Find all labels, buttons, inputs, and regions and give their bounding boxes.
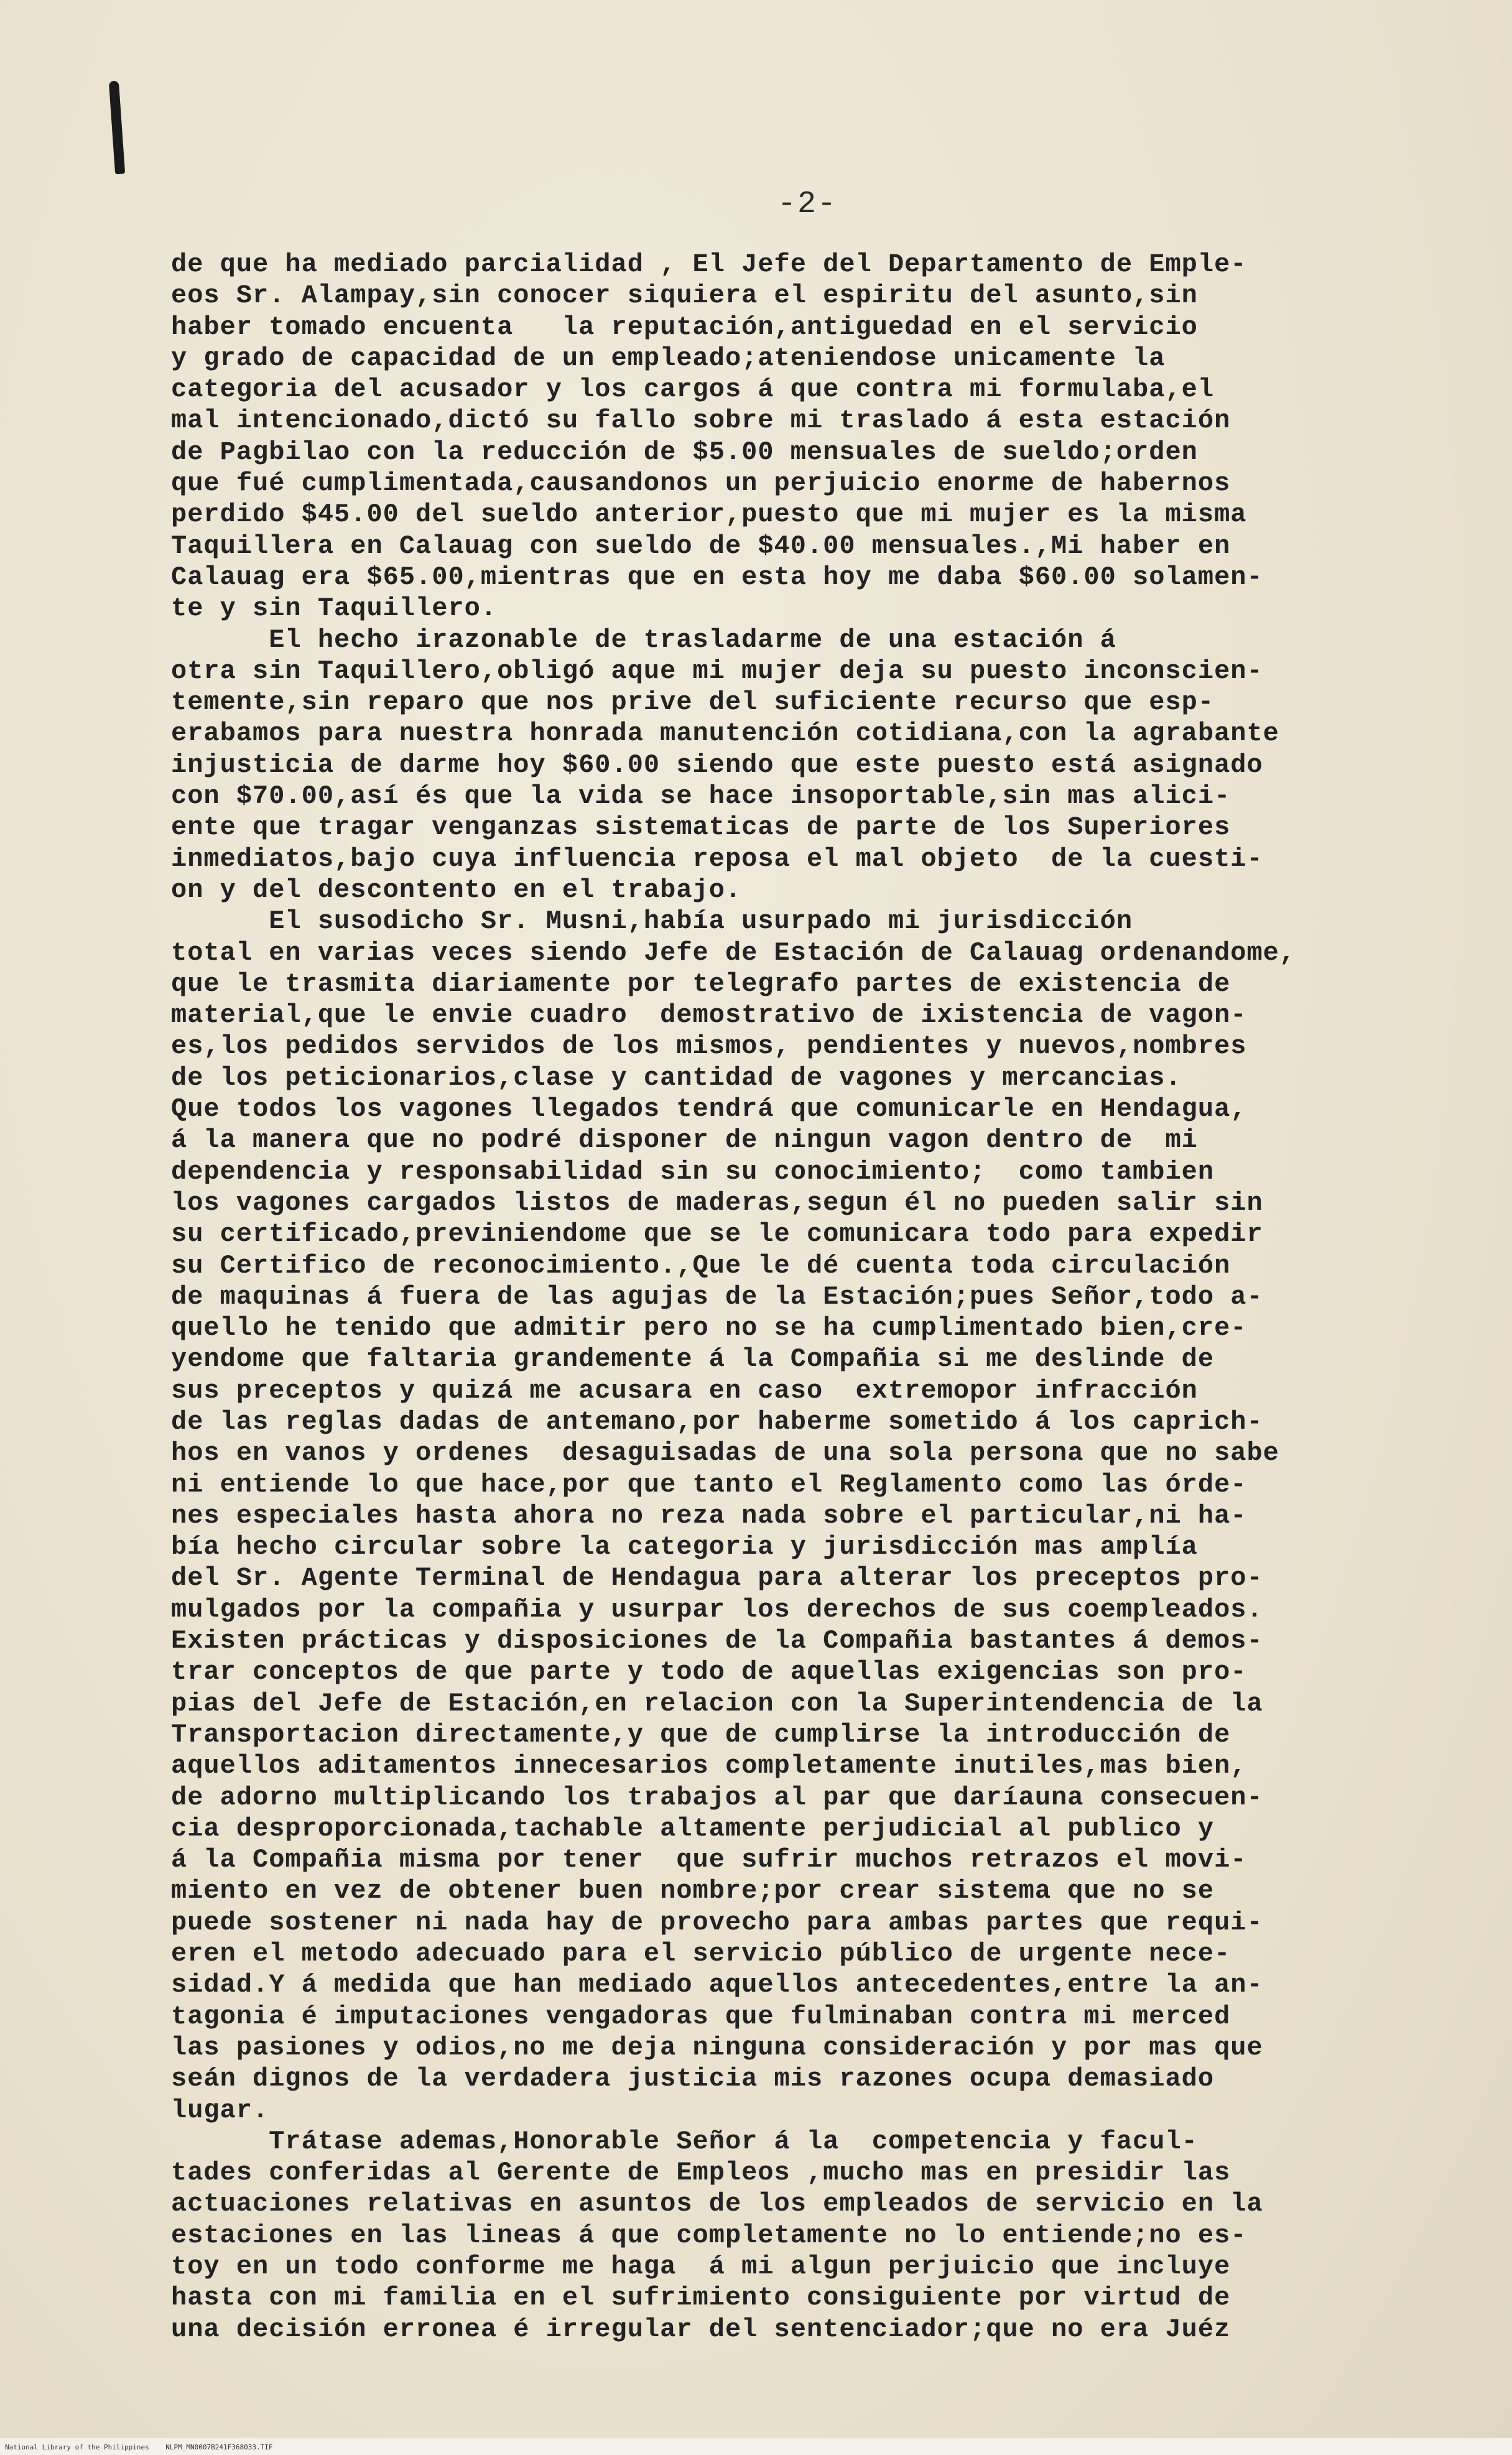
text-line: aquellos aditamentos innecesarios completamente inutiles,mas bien, <box>171 1751 1247 1781</box>
text-line: haber tomado encuenta la reputación,antiguedad en el servicio <box>171 312 1198 342</box>
text-line: que le trasmita diariamente por telegrafo partes de existencia de <box>171 968 1231 999</box>
text-line: tades conferidas al Gerente de Empleos ,mucho mas en presidir las <box>171 2158 1231 2188</box>
text-line: ente que tragar venganzas sistematicas de parte de los Superiores <box>171 812 1231 843</box>
typed-letter-body <box>171 249 1446 2345</box>
text-line: eren el metodo adecuado para el servicio público de urgente nece- <box>171 1939 1231 1969</box>
text-line: te y sin Taquillero. <box>171 593 498 624</box>
text-line: de maquinas á fuera de las agujas de la Estación;pues Señor,todo a- <box>171 1281 1263 1312</box>
text-line: cia desproporcionada,tachable altamente perjudicial al publico y <box>171 1813 1215 1844</box>
text-line: temente,sin reparo que nos prive del suficiente recurso que esp- <box>171 687 1215 718</box>
text-line: injusticia de darme hoy $60.00 siendo que este puesto está asignado <box>171 749 1263 780</box>
text-line: su certificado,previniendome que se le comunicara todo para expedir <box>171 1219 1263 1250</box>
text-line: nes especiales hasta ahora no reza nada sobre el particular,ni ha- <box>171 1500 1247 1531</box>
text-line: á la manera que no podré disponer de ningun vagon dentro de mi <box>171 1125 1198 1156</box>
text-line: Existen prácticas y disposiciones de la Compañia bastantes á demos- <box>171 1626 1263 1656</box>
text-line: erabamos para nuestra honrada manutención cotidiana,con la agrabante <box>171 718 1279 749</box>
scan-footer-label: National Library of the Philippines NLPM_MN0007B241F368033.TIF <box>5 2443 273 2451</box>
text-line: actuaciones relativas en asuntos de los empleados de servicio en la <box>171 2189 1263 2219</box>
text-line: Trátase ademas,Honorable Señor á la competencia y facul- <box>171 2126 1198 2156</box>
text-line: Taquillera en Calauag con sueldo de $40.00 mensuales.,Mi haber en <box>171 531 1231 561</box>
ink-mark <box>109 81 125 175</box>
text-line: á la Compañia misma por tener que sufrir muchos retrazos el movi- <box>171 1845 1247 1875</box>
text-line: mulgados por la compañia y usurpar los derechos de sus coempleados. <box>171 1594 1263 1625</box>
text-line: estaciones en las lineas á que completamente no lo entiende;no es- <box>171 2220 1247 2250</box>
text-line: mal intencionado,dictó su fallo sobre mi traslado á esta estación <box>171 406 1231 436</box>
text-line: bía hecho circular sobre la categoria y jurisdicción mas amplía <box>171 1532 1198 1562</box>
text-line: Que todos los vagones llegados tendrá que comunicarle en Hendagua, <box>171 1094 1247 1125</box>
text-line: sus preceptos y quizá me acusara en caso extremopor infracción <box>171 1375 1198 1406</box>
text-line: perdido $45.00 del sueldo anterior,puesto que mi mujer es la misma <box>171 499 1247 530</box>
text-line: tagonia é imputaciones vengadoras que fulminaban contra mi merced <box>171 2001 1231 2031</box>
text-line: El susodicho Sr. Musni,había usurpado mi jurisdicción <box>171 906 1133 937</box>
text-line: total en varias veces siendo Jefe de Estación de Calauag ordenandome, <box>171 937 1296 968</box>
text-line: eos Sr. Alampay,sin conocer siquiera el espiritu del asunto,sin <box>171 281 1198 311</box>
text-line: inmediatos,bajo cuya influencia reposa el mal objeto de la cuesti- <box>171 843 1263 874</box>
text-line: dependencia y responsabilidad sin su conocimiento; como tambien <box>171 1156 1215 1187</box>
text-line: seán dignos de la verdadera justicia mis razones ocupa demasiado <box>171 2064 1215 2094</box>
text-line: otra sin Taquillero,obligó aque mi mujer deja su puesto inconscien- <box>171 656 1263 686</box>
text-line: categoria del acusador y los cargos á que contra mi formulaba,el <box>171 374 1215 405</box>
text-line: su Certifico de reconocimiento.,Que le dé cuenta toda circulación <box>171 1250 1231 1281</box>
text-line: trar conceptos de que parte y todo de aquellas exigencias son pro- <box>171 1657 1247 1687</box>
text-line: lugar. <box>171 2095 269 2125</box>
text-line: de adorno multiplicando los trabajos al par que daríauna consecuen- <box>171 1782 1263 1812</box>
text-line: El hecho irazonable de trasladarme de una estación á <box>171 624 1116 655</box>
text-line: de que ha mediado parcialidad , El Jefe del Departamento de Emple- <box>171 249 1247 279</box>
text-line: yendome que faltaria grandemente á la Compañia si me deslinde de <box>171 1344 1215 1375</box>
text-line: toy en un todo conforme me haga á mi algun perjuicio que incluye <box>171 2252 1231 2281</box>
page-number: -2- <box>777 187 838 222</box>
text-line: hasta con mi familia en el sufrimiento consiguiente por virtud de <box>171 2283 1231 2313</box>
text-line: es,los pedidos servidos de los mismos, pendientes y nuevos,nombres <box>171 1031 1247 1062</box>
text-line: de las reglas dadas de antemano,por haberme sometido á los caprich- <box>171 1406 1263 1437</box>
text-line: con $70.00,así és que la vida se hace insoportable,sin mas alici- <box>171 781 1231 812</box>
text-line: material,que le envie cuadro demostrativo de ixistencia de vagon- <box>171 1000 1247 1031</box>
text-line: de Pagbilao con la reducción de $5.00 mensuales de sueldo;orden <box>171 437 1198 467</box>
text-line: una decisión erronea é irregular del sentenciador;que no era Juéz <box>171 2314 1231 2344</box>
text-line: que fué cumplimentada,causandonos un perjuicio enorme de habernos <box>171 468 1231 499</box>
text-line: las pasiones y odios,no me deja ninguna consideración y por mas que <box>171 2032 1263 2063</box>
text-line: sidad.Y á medida que han mediado aquellos antecedentes,entre la an- <box>171 1970 1263 2000</box>
text-line: de los peticionarios,clase y cantidad de vagones y mercancias. <box>171 1062 1182 1093</box>
text-line: on y del descontento en el trabajo. <box>171 875 742 905</box>
text-line: miento en vez de obtener buen nombre;por crear sistema que no se <box>171 1876 1215 1906</box>
text-line: hos en vanos y ordenes desaguisadas de una sola persona que no sabe <box>171 1438 1279 1469</box>
text-line: Calauag era $65.00,mientras que en esta hoy me daba $60.00 solamen- <box>171 562 1263 592</box>
text-line: ni entiende lo que hace,por que tanto el Reglamento como las órde- <box>171 1469 1247 1500</box>
text-line: Transportacion directamente,y que de cumplirse la introducción de <box>171 1719 1231 1750</box>
text-line: quello he tenido que admitir pero no se ha cumplimentado bien,cre- <box>171 1313 1247 1344</box>
text-line: pias del Jefe de Estación,en relacion con la Superintendencia de la <box>171 1688 1263 1719</box>
text-line: los vagones cargados listos de maderas,segun él no pueden salir sin <box>171 1187 1263 1218</box>
text-line: y grado de capacidad de un empleado;ateniendose unicamente la <box>171 343 1166 373</box>
text-line: puede sostener ni nada hay de provecho para ambas partes que requi- <box>171 1907 1263 1938</box>
text-line: del Sr. Agente Terminal de Hendagua para alterar los preceptos pro- <box>171 1563 1263 1594</box>
